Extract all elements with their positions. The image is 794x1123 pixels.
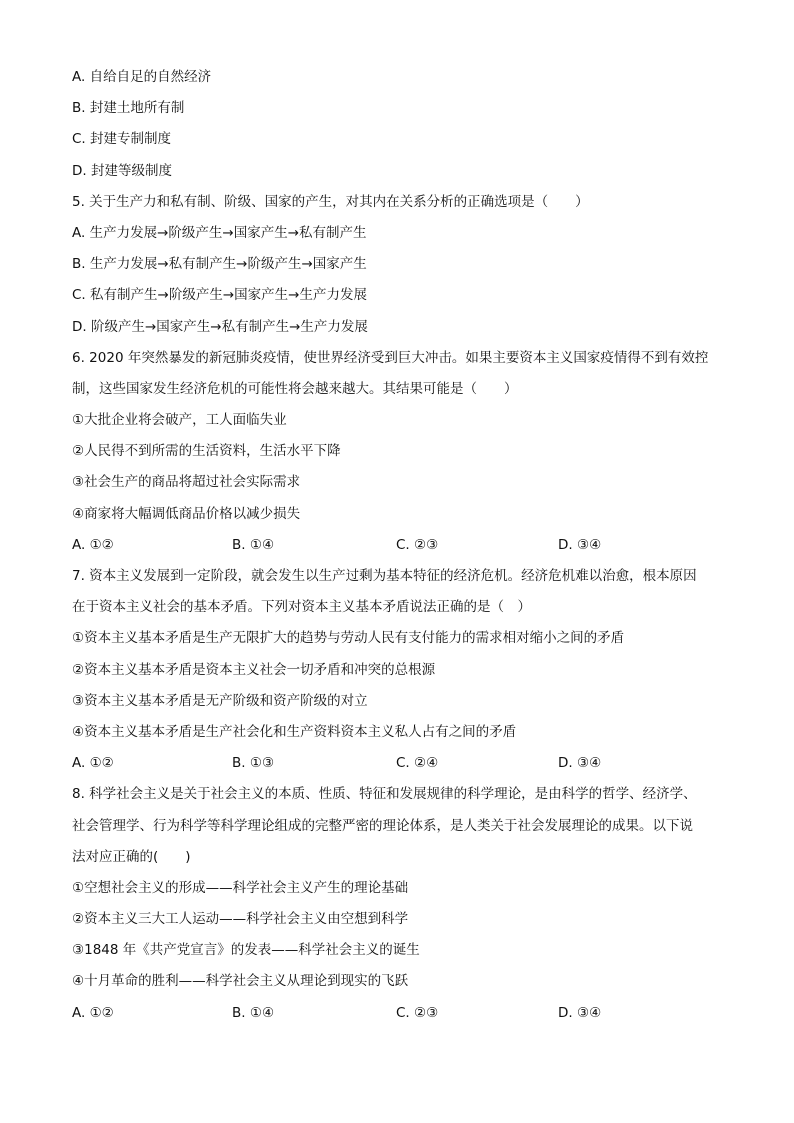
q5-option-a: A. 生产力发展→阶级产生→国家产生→私有制产生	[72, 224, 367, 241]
q6-stem-line-2: 制，这些国家发生经济危机的可能性将会越来越大。其结果可能是（ ）	[72, 380, 518, 397]
q8-choice-a: A. ①②	[72, 1004, 114, 1021]
q6-choice-d: D. ③④	[558, 536, 602, 553]
q4-option-c: C. 封建专制制度	[72, 131, 172, 148]
q6-choice-b: B. ①④	[232, 536, 275, 553]
q4-option-a: A. 自给自足的自然经济	[72, 69, 212, 85]
q8-choice-d: D. ③④	[558, 1004, 602, 1021]
q5-option-d: D. 阶级产生→国家产生→私有制产生→生产力发展	[72, 318, 368, 335]
q7-choices	[72, 748, 732, 779]
q8-stem-line-3: 法对应正确的( )	[72, 848, 191, 865]
q6-choice-a: A. ①②	[72, 536, 114, 553]
q4-option-d: D. 封建等级制度	[72, 162, 172, 179]
exam-page	[72, 62, 732, 1029]
q8-stem-line-2: 社会管理学、行为科学等科学理论组成的完整严密的理论体系，是人类关于社会发展理论的成果。以下说	[72, 817, 693, 834]
q6-item-1: ①大批企业将会破产，工人面临失业	[72, 412, 287, 429]
q8-choice-c: C. ②③	[396, 1004, 439, 1021]
q8-item-4: ④十月革命的胜利——科学社会主义从理论到现实的飞跃	[72, 973, 409, 990]
q7-item-4: ④资本主义基本矛盾是生产社会化和生产资料资本主义私人占有之间的矛盾	[72, 723, 517, 740]
q5-option-c: C. 私有制产生→阶级产生→国家产生→生产力发展	[72, 287, 367, 304]
q8-item-2: ②资本主义三大工人运动——科学社会主义由空想到科学	[72, 911, 409, 928]
q5-stem: 5. 关于生产力和私有制、阶级、国家的产生，对其内在关系分析的正确选项是（ ）	[72, 193, 589, 210]
q6-stem-line-1: 6. 2020 年突然暴发的新冠肺炎疫情，使世界经济受到巨大冲击。如果主要资本主义国家疫情得不到有效控	[72, 349, 709, 366]
q8-stem-line-1: 8. 科学社会主义是关于社会主义的本质、性质、特征和发展规律的科学理论，是由科学的哲学、经济学、	[72, 786, 697, 803]
q7-item-1: ①资本主义基本矛盾是生产无限扩大的趋势与劳动人民有支付能力的需求相对缩小之间的矛盾	[72, 630, 625, 647]
q7-stem-line-1: 7. 资本主义发展到一定阶段，就会发生以生产过剩为基本特征的经济危机。经济危机难以治愈，根本原因	[72, 568, 697, 584]
q7-choice-c: C. ②④	[396, 755, 439, 772]
q8-choices	[72, 998, 732, 1029]
q7-item-3: ③资本主义基本矛盾是无产阶级和资产阶级的对立	[72, 692, 368, 709]
q6-item-4: ④商家将大幅调低商品价格以减少损失	[72, 505, 301, 522]
q6-choices	[72, 530, 732, 561]
q6-item-3: ③社会生产的商品将超过社会实际需求	[72, 474, 301, 491]
q8-choice-b: B. ①④	[232, 1004, 275, 1021]
q5-option-b: B. 生产力发展→私有制产生→阶级产生→国家产生	[72, 256, 367, 273]
q7-choice-b: B. ①③	[232, 755, 275, 772]
q4-option-b: B. 封建土地所有制	[72, 100, 185, 117]
q7-choice-a: A. ①②	[72, 755, 114, 772]
q7-item-2: ②资本主义基本矛盾是资本主义社会一切矛盾和冲突的总根源	[72, 661, 436, 678]
q8-item-3: ③1848 年《共产党宣言》的发表——科学社会主义的诞生	[72, 942, 420, 959]
q7-choice-d: D. ③④	[558, 755, 602, 772]
q7-stem-line-2: 在于资本主义社会的基本矛盾。下列对资本主义基本矛盾说法正确的是（ ）	[72, 599, 531, 616]
q8-item-1: ①空想社会主义的形成——科学社会主义产生的理论基础	[72, 879, 409, 896]
q6-choice-c: C. ②③	[396, 536, 439, 553]
q6-item-2: ②人民得不到所需的生活资料，生活水平下降	[72, 443, 341, 460]
